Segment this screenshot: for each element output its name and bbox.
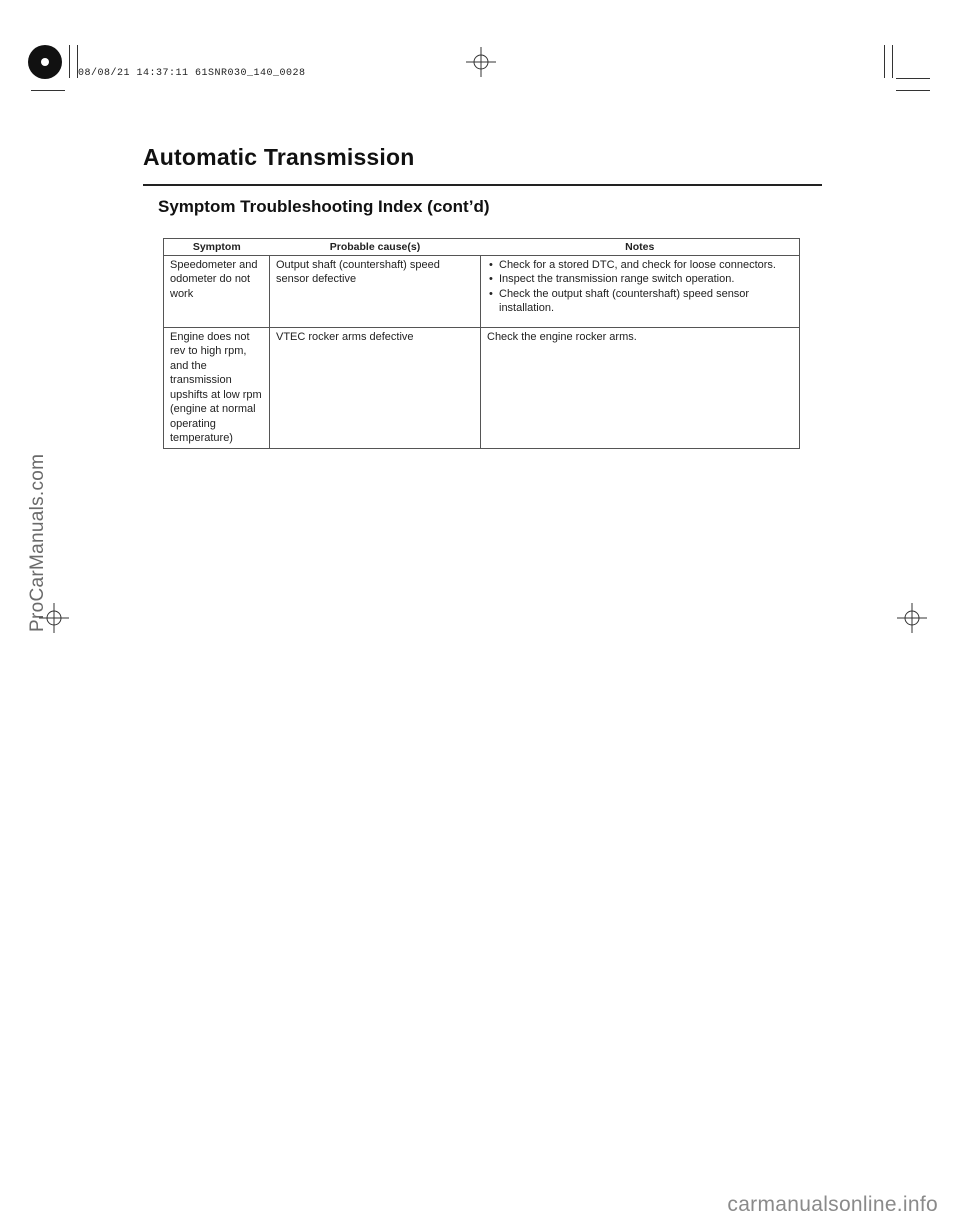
table-row — [164, 327, 800, 448]
section-title: Symptom Troubleshooting Index (cont’d) — [158, 197, 490, 216]
symptom-cell: Speedometer and odometer do not work — [164, 255, 270, 327]
table-header-row — [164, 239, 800, 256]
crop-mark — [896, 90, 930, 91]
column-header-cause: Probable cause(s) — [270, 239, 481, 256]
column-header-notes: Notes — [481, 239, 800, 256]
page-title: Automatic Transmission — [143, 144, 415, 170]
cause-cell: Output shaft (countershaft) speed sensor defective — [270, 255, 481, 327]
symptom-table — [163, 238, 800, 449]
bottom-watermark: carmanualsonline.info — [727, 1193, 938, 1216]
crop-mark — [896, 78, 930, 79]
symptom-cell: Engine does not rev to high rpm, and the transmission upshifts at low rpm (engine at normal operating temperature) — [164, 327, 270, 448]
crosshair-icon — [466, 47, 496, 77]
registration-dot-icon — [28, 45, 62, 79]
notes-cell: Check the engine rocker arms. — [481, 327, 800, 448]
title-divider — [143, 184, 822, 186]
crop-mark — [892, 45, 893, 78]
note-item: • Check the output shaft (countershaft) speed sensor installation. — [487, 287, 793, 316]
crosshair-icon — [897, 603, 927, 633]
notes-cell — [481, 255, 800, 327]
crop-mark — [69, 45, 70, 78]
cause-cell: VTEC rocker arms defective — [270, 327, 481, 448]
crop-mark — [884, 45, 885, 78]
print-stamp: 08/08/21 14:37:11 61SNR030_140_0028 — [78, 68, 306, 79]
note-item: • Inspect the transmission range switch operation. — [487, 272, 793, 287]
column-header-symptom: Symptom — [164, 239, 270, 256]
crop-mark — [31, 90, 65, 91]
side-watermark: ProCarManuals.com — [27, 453, 48, 632]
table-row — [164, 255, 800, 327]
note-item: • Check for a stored DTC, and check for loose connectors. — [487, 258, 793, 273]
